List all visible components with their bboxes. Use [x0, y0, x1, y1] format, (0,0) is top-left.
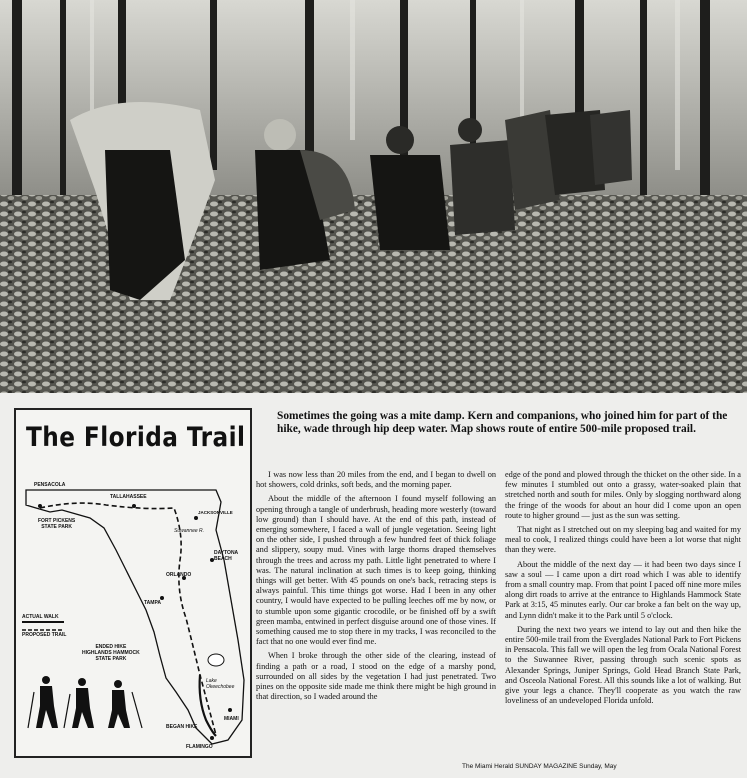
article-column-2	[505, 470, 741, 710]
hiker-silhouettes-icon	[28, 676, 142, 728]
label-pensacola: PENSACOLA	[34, 482, 66, 488]
label-actual-walk: ACTUAL WALK	[22, 614, 59, 620]
article-paragraph: During the next two years we intend to lay out and then hike the entire 500-mile trail from the Everglades National Park to Fort Pickens in Pensacola. This fall we will open the leg from Ocala National Forest to the Suwannee River, passing through such scenic spots as Alexander Springs, Juniper Springs, Gold Head Branch State Park, and Osceola National Forest. All this sounds like a lot of walking. But give your legs a chance. They'll cooperate as you watch the raw loveliness of an undeveloped Florida unfold.	[505, 624, 742, 706]
map-title: The Florida Trail	[26, 422, 246, 453]
label-lake-okeechobee: Lake Okeechobee	[206, 678, 235, 690]
label-tampa: TAMPA	[144, 600, 162, 606]
photo-caption: Sometimes the going was a mite damp. Kern and companions, who joined him for part of the hike, wade through hip deep water. Map shows route of entire 500-mile proposed trail.	[277, 410, 728, 435]
label-orlando: ORLANDO	[166, 572, 192, 578]
label-began-hike: BEGAN HIKE	[166, 724, 198, 730]
page-footer: The Miami Herald SUNDAY MAGAZINE Sunday, May	[462, 763, 617, 770]
article-paragraph: About the middle of the afternoon I found myself following an opening through a tangle of underbrush, heading more westerly (toward low ground) than I should have. At the end of this path, instead of emerging somewhere, I faced a wall of jungle vegetation. Seeing light on the other side, I pushed through a few hundred feet of thick foliage and slippery, soupy mud. Vines with large thorns draped themselves through the trees and across my path. Little light penetrated to where I was. The natural inclination at such times is to keep going, thinking things will get better. With 45 pounds on one's back, retracing steps is always painful. This time things got worse. Had I been in any other country, I would have expected to be pulling leeches off me by now, or to stumble upon some gigantic crocodile, or be finished off by a swift green mamba, entwined in perfect disguise around one of those vines. If something caused me to stop there in my tracks, I was reconciled to the fact that no one would ever find me.	[256, 494, 496, 647]
label-suwannee: Suwannee R.	[174, 528, 205, 534]
label-tallahassee: TALLAHASSEE	[110, 494, 147, 500]
article-paragraph: edge of the pond and plowed through the thicket on the other side. In a few minutes I stumbled out onto a grassy, water-soaked plain that stretched north and south for miles. Only by slogging northward along the fringe of the woods for about an hour did I come upon an open route to higher ground — just as the sun was setting.	[505, 470, 741, 520]
label-flamingo: FLAMINGO	[186, 744, 213, 750]
label-ended-hike: ENDED HIKE HIGHLANDS HAMMOCK STATE PARK	[82, 644, 140, 662]
article-paragraph: About the middle of the next day — it had been two days since I saw a soul — I came upon a dirt road which I was able to identify from a small country map. From that point I paced off nine more miles along dirt roads to arrive at the entrance to Highlands Hammock State Park at 3:15, 45 minutes early. Our car broke a fan belt on the way up, and Lynn didn't make it to the Park until 5 o'clock.	[505, 559, 741, 620]
article-paragraph: That night as I stretched out on my sleeping bag and waited for my meal to cook, I realized things could have been a lot worse that night than they were.	[505, 525, 741, 555]
florida-outline-map	[16, 410, 250, 756]
label-daytona: DAYTONA BEACH	[214, 550, 239, 562]
label-fort-pickens: FORT PICKENS STATE PARK	[38, 518, 76, 530]
label-miami: MIAMI	[224, 716, 239, 722]
label-jacksonville: JACKSONVILLE	[198, 510, 233, 515]
label-proposed-trail: PROPOSED TRAIL	[22, 632, 67, 638]
article-paragraph: I was now less than 20 miles from the end, and I began to dwell on hot showers, cold drinks, soft beds, and the morning paper.	[256, 470, 496, 490]
article-paragraph: When I broke through the other side of the clearing, instead of finding a path or a road, I stood on the edge of a marshy pond, surrounded on all sides by the vegetation I had just penetrated. Two pines on the opposite side made me think there might be high ground in that direction, so I waded around the	[256, 651, 496, 702]
article-column-1	[256, 470, 496, 706]
florida-trail-map	[14, 408, 252, 758]
